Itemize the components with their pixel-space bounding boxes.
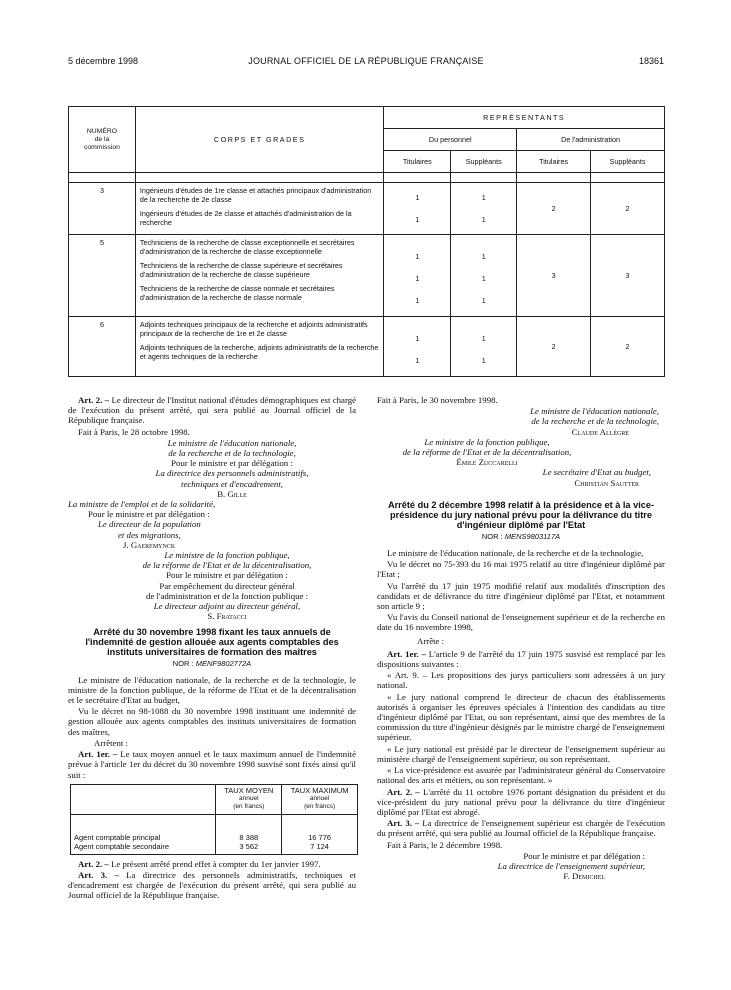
adm-titulaires: 2 (517, 317, 591, 377)
preamble-paragraph: Vu l'avis du Conseil national de l'enseignement supérieur et de la recherche en date du 16 novembre 1998, (377, 612, 665, 633)
table-row (69, 317, 665, 377)
article-paragraph: Art. 3. – La directrice de l'enseignement supérieur est chargée de l'exécution du présent arrêté, qui sera publié au Journal officiel de la République française. (377, 818, 666, 839)
header-titulaires: Titulaires (384, 151, 451, 173)
header-taux-moyen: TAUX MOYEN annuel (en francs) (216, 784, 282, 814)
signature-block: Le ministre de l'éducation nationale, de la recherche et de la technologie, Pour le ministre et par délégation : La directrice des personnels administratifs, techniques et d'encadrement, B. Gille (155, 437, 309, 499)
right-column (377, 395, 665, 881)
preamble-paragraph: Le ministre de l'éducation nationale, de la recherche et de la technologie, (387, 548, 644, 559)
signature-block: Le ministre de la fonction publique, de la réforme de l'Etat et de la décentralisation, Pour le ministre et par délégation : Par empêchement du directeur général de l'administration et de la fonction publique : Le directeur adjoint au directeur général, S. Fratacci (142, 550, 312, 622)
header-titulaires: Titulaires (517, 151, 591, 173)
commission-number: 6 (69, 317, 136, 377)
commission-table (68, 106, 665, 377)
signature-block: Pour le ministre et par délégation : La directrice de l'enseignement supérieur, F. Demichel (497, 850, 645, 882)
corps-item: Adjoints techniques de la recherche, adjoints administratifs de la recherche et agents techniques de la recherche (139, 342, 379, 362)
pers-suppleants: 1 1 (451, 317, 517, 377)
signature-date: Fait à Paris, le 30 novembre 1998. (377, 395, 498, 405)
adm-suppleants: 2 (591, 317, 665, 377)
nor-reference: NOR : MENF9802772A (172, 659, 252, 669)
pers-titulaires: 1 1 (384, 183, 451, 235)
header-de-administration: De l'administration (517, 129, 665, 151)
header-numero: NUMÉRO de la commission (69, 107, 136, 173)
rate-labels: Agent comptable principal Agent comptable secondaire (71, 814, 216, 854)
pers-titulaires: 1 1 (384, 317, 451, 377)
commission-number: 5 (69, 235, 136, 317)
signature-block: Le secrétaire d'Etat au budget, Christian Sautter (542, 467, 651, 488)
adm-titulaires: 2 (517, 183, 591, 235)
header-representants: REPRÉSENTANTS (384, 107, 665, 129)
signature-date: Fait à Paris, le 28 octobre 1998. (78, 426, 190, 437)
signature-block: Le ministre de l'éducation nationale, de la recherche et de la technologie, Claude Allègre (530, 406, 659, 437)
rate-moyen: 8 388 3 562 (216, 814, 282, 854)
table-row (69, 183, 665, 235)
header-corps-grades: CORPS ET GRADES (135, 107, 383, 173)
corps-cell (135, 317, 383, 377)
preamble-paragraph: Le ministre de l'éducation nationale, de la recherche et de la technologie, le ministre de la fonction publique, de la réforme de l'Etat et de la décentralisation et le secrétaire d'Etat au budget, (68, 674, 356, 706)
table-row (71, 814, 358, 854)
header-suppleants: Suppléants (451, 151, 517, 173)
corps-cell (135, 183, 383, 235)
corps-cell (135, 235, 383, 317)
pers-suppleants: 1 1 1 (451, 235, 517, 317)
adm-suppleants: 2 (591, 183, 665, 235)
corps-item: Techniciens de la recherche de classe normale et secrétaires d'administration de la recherche de classe normale (139, 283, 335, 303)
preamble-paragraph: Vu l'arrêté du 17 juin 1975 modifié relatif aux modalités d'inscription des candidats et de délivrance du titre d'ingénieur diplômé par l'Etat, et notamment son article 9 ; (377, 580, 665, 612)
arrete-label: Arrête : (417, 635, 445, 646)
adm-suppleants: 3 (591, 235, 665, 317)
corps-item: Ingénieurs d'études de 2e classe et attachés d'administration de la recherche (139, 208, 352, 228)
article-paragraph: Art. 1er. – L'article 9 de l'arrêté du 17 juin 1975 susvisé est remplacé par les dispositions suivantes : (377, 648, 665, 670)
quote-paragraph: « La vice-présidence est assurée par l'administrateur général du Conservatoire national des arts et métiers, ou son représentant. » (377, 765, 665, 786)
header-taux-maximum: TAUX MAXIMUM annuel (en francs) (282, 784, 358, 814)
corps-item: Ingénieurs d'études de 1re classe et attachés principaux d'administration de la recherche de 2e classe (139, 186, 372, 205)
article-paragraph: Art. 3. – La directrice des personnels administratifs, techniques et d'encadrement est chargée de l'exécution du présent arrêté, qui sera publié au Journal officiel de la République française. (68, 869, 357, 901)
commission-number: 3 (69, 183, 136, 235)
article-paragraph: Art. 1er. – Le taux moyen annuel et le taux maximum annuel de l'indemnité prévue à l'article 1er du décret du 30 novembre 1998 susvisé sont fixés ainsi qu'il suit : (68, 749, 356, 780)
rates-table (70, 784, 358, 855)
quote-paragraph: « Art. 9. – Les propositions des jurys particuliers sont adressées à un jury national. (377, 670, 665, 691)
arretent-label: Arrêtent : (94, 737, 128, 748)
quote-paragraph: « Le jury national est présidé par le directeur de l'enseignement supérieur au ministère chargé de l'enseignement supérieur, ou son représentant. (377, 743, 665, 764)
preamble-paragraph: Vu le décret no 75-393 du 16 mai 1975 relatif au titre d'ingénieur diplômé par l'Etat ; (377, 559, 665, 580)
corps-item: Adjoints techniques principaux de la recherche et adjoints administratifs principaux de la recherche de 1re et 2e classe (139, 320, 368, 339)
decree-title: Arrêté du 30 novembre 1998 fixant les taux annuels de l'indemnité de gestion allouée aux agents comptables des instituts universitaires de formation des maîtres (85, 627, 339, 658)
adm-titulaires: 3 (517, 235, 591, 317)
header-suppleants: Suppléants (591, 151, 665, 173)
table-row (69, 235, 665, 317)
pers-suppleants: 1 1 (451, 183, 517, 235)
quote-paragraph: « Le jury national comprend le directeur de chacun des établissements autorisés à organiser les épreuves spéciales à l'intention des candidats au titre d'ingénieur diplômé par l'Etat, ou son représentant, ainsi que des membres de la commission du titre d'ingénieur désignés par le ministre chargé de l'enseignement supérieur. (377, 691, 665, 743)
article-paragraph: Art. 2. – Le présent arrêté prend effet à compter du 1er janvier 1997. (78, 858, 321, 869)
corps-item: Techniciens de la recherche de classe supérieure et secrétaires d'administration de la recherche de classe supérieure (139, 260, 343, 280)
header-page-number: 18361 (638, 56, 664, 66)
decree-title: Arrêté du 2 décembre 1998 relatif à la présidence et à la vice-présidence du jury national prévu pour la délivrance du titre d'ingénieur diplômé par l'Etat (387, 499, 655, 530)
article-paragraph: Art. 2. – Le directeur de l'Institut national d'études démographiques est chargé de l'exécution du présent arrêté, qui sera publié au Journal officiel de la République française. (68, 395, 357, 426)
nor-reference: NOR : MENS9803117A (481, 531, 561, 541)
pers-titulaires: 1 1 1 (384, 235, 451, 317)
signature-date: Fait à Paris, le 2 décembre 1998. (387, 839, 503, 850)
header-journal-title: JOURNAL OFFICIEL DE LA RÉPUBLIQUE FRANÇAISE (248, 56, 484, 66)
article-paragraph: Art. 2. – L'arrêté du 11 octobre 1976 portant désignation du président et du vice-président du jury national prévu pour la délivrance du titre d'ingénieur diplômé par l'Etat est abrogé. (377, 786, 666, 817)
page-header (68, 56, 664, 68)
signature-block: La ministre de l'emploi et de la solidarité, Pour le ministre et par délégation : Le directeur de la population et des migrations, J. Gaeremynck (68, 499, 216, 550)
preamble-paragraph: Vu le décret no 98-1088 du 30 novembre 1998 instituant une indemnité de gestion allouée aux agents comptables des instituts universitaires de formation des maîtres, (68, 706, 356, 737)
corps-item: Techniciens de la recherche de classe exceptionnelle et secrétaires d'administration de la recherche de classe exceptionnelle (139, 238, 355, 257)
header-date: 5 décembre 1998 (68, 56, 139, 66)
signature-block: Le ministre de la fonction publique, de la réforme de l'Etat et de la décentralisation, Émile Zuccarelli (402, 436, 572, 468)
header-du-personnel: Du personnel (384, 129, 517, 151)
left-column (68, 395, 356, 902)
rate-max: 16 776 7 124 (282, 814, 358, 854)
